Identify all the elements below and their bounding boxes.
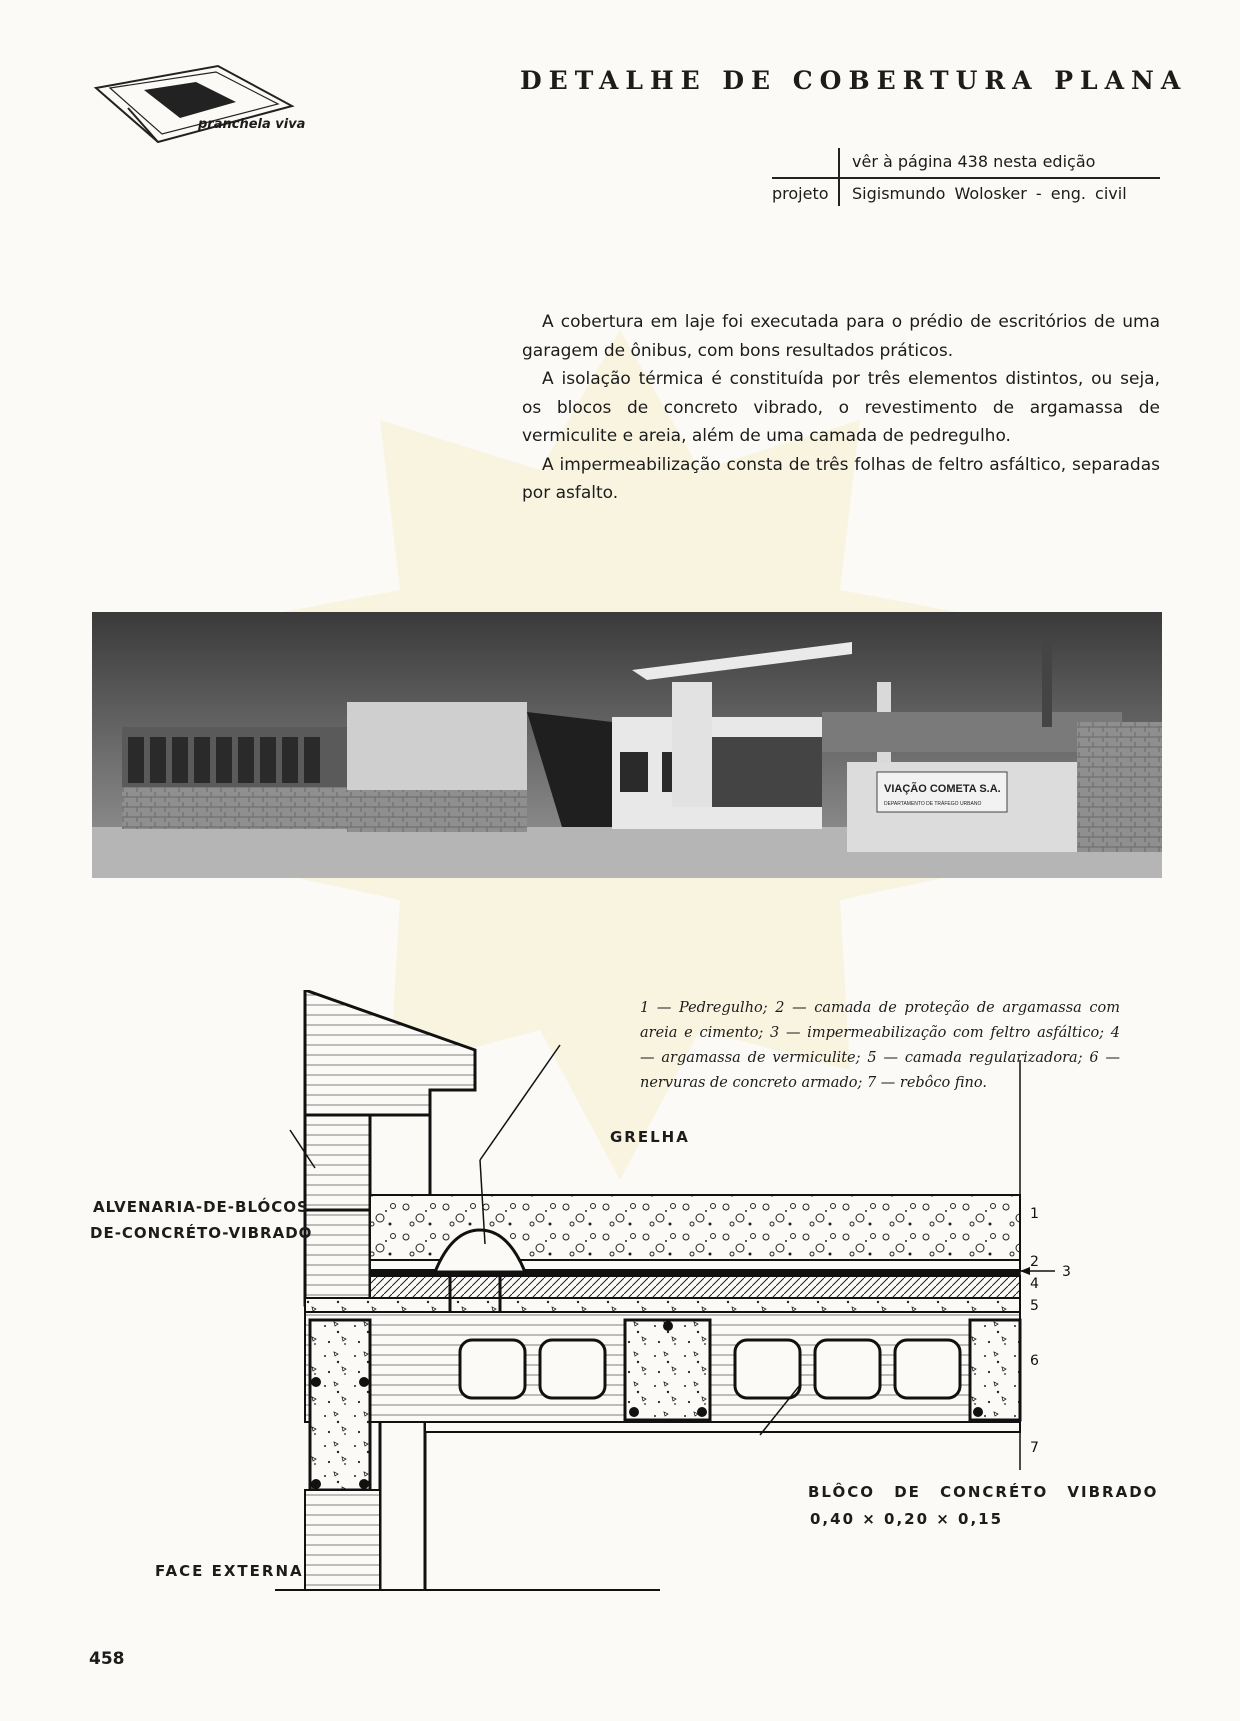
paragraph: A isolação térmica é constituída por três elementos distintos, ou seja, os blocos de concreto vibrado, o revestimento de argamassa de vermiculite e areia, além de uma camada de pedregulho. [522,369,1160,446]
project-label: projeto [772,184,829,203]
info-divider-horizontal [772,177,1160,179]
body-text [522,308,1160,508]
label-grelha: GRELHA [610,1128,690,1146]
project-ref: vêr à página 438 nesta edição [852,152,1096,171]
page-number: 458 [89,1649,125,1669]
label-alvenaria-2: DE-CONCRÉTO-VIBRADO [90,1224,313,1242]
label-face-externa: FACE EXTERNA [155,1562,304,1580]
building-photo [92,612,1162,878]
sign-text: VIAÇÃO COMETA S.A. [884,783,1001,795]
logo-icon [88,60,298,150]
page-title: DETALHE DE COBERTURA PLANA [520,66,1188,95]
layer-number: 6 [1030,1353,1039,1369]
sign-subtext: DEPARTAMENTO DE TRÁFEGO URBANO [884,801,982,807]
label-bloco-2: 0,40 × 0,20 × 0,15 [810,1510,1004,1528]
layer-number: 4 [1030,1276,1039,1292]
label-bloco-1: BLÔCO DE CONCRÉTO VIBRADO [808,1483,1159,1501]
label-alvenaria-1: ALVENARIA-DE-BLÓCOS [93,1198,309,1216]
layer-number: 2 [1030,1254,1039,1270]
project-author: Sigismundo Wolosker - eng. civil [852,184,1127,203]
layer-number: 3 [1062,1264,1071,1280]
layer-number: 5 [1030,1298,1039,1314]
logo-text: pranchela viva [198,117,306,132]
layer-number: 1 [1030,1206,1039,1222]
paragraph: A impermeabilização consta de três folhas de feltro asfáltico, separadas por asfalto. [522,454,1160,503]
paragraph: A cobertura em laje foi executada para o prédio de escritórios de uma garagem de ônibus, com bons resultados práticos. [522,312,1160,361]
drawing-legend: 1 — Pedregulho; 2 — camada de proteção de argamassa com areia e cimento; 3 — impermeabilização com feltro asfáltico; 4 — argamassa de vermiculite; 5 — camada regularizadora; 6 — nervuras de concreto armado; 7 — rebôco fino. [640,1000,1120,1091]
layer-number: 7 [1030,1440,1039,1456]
